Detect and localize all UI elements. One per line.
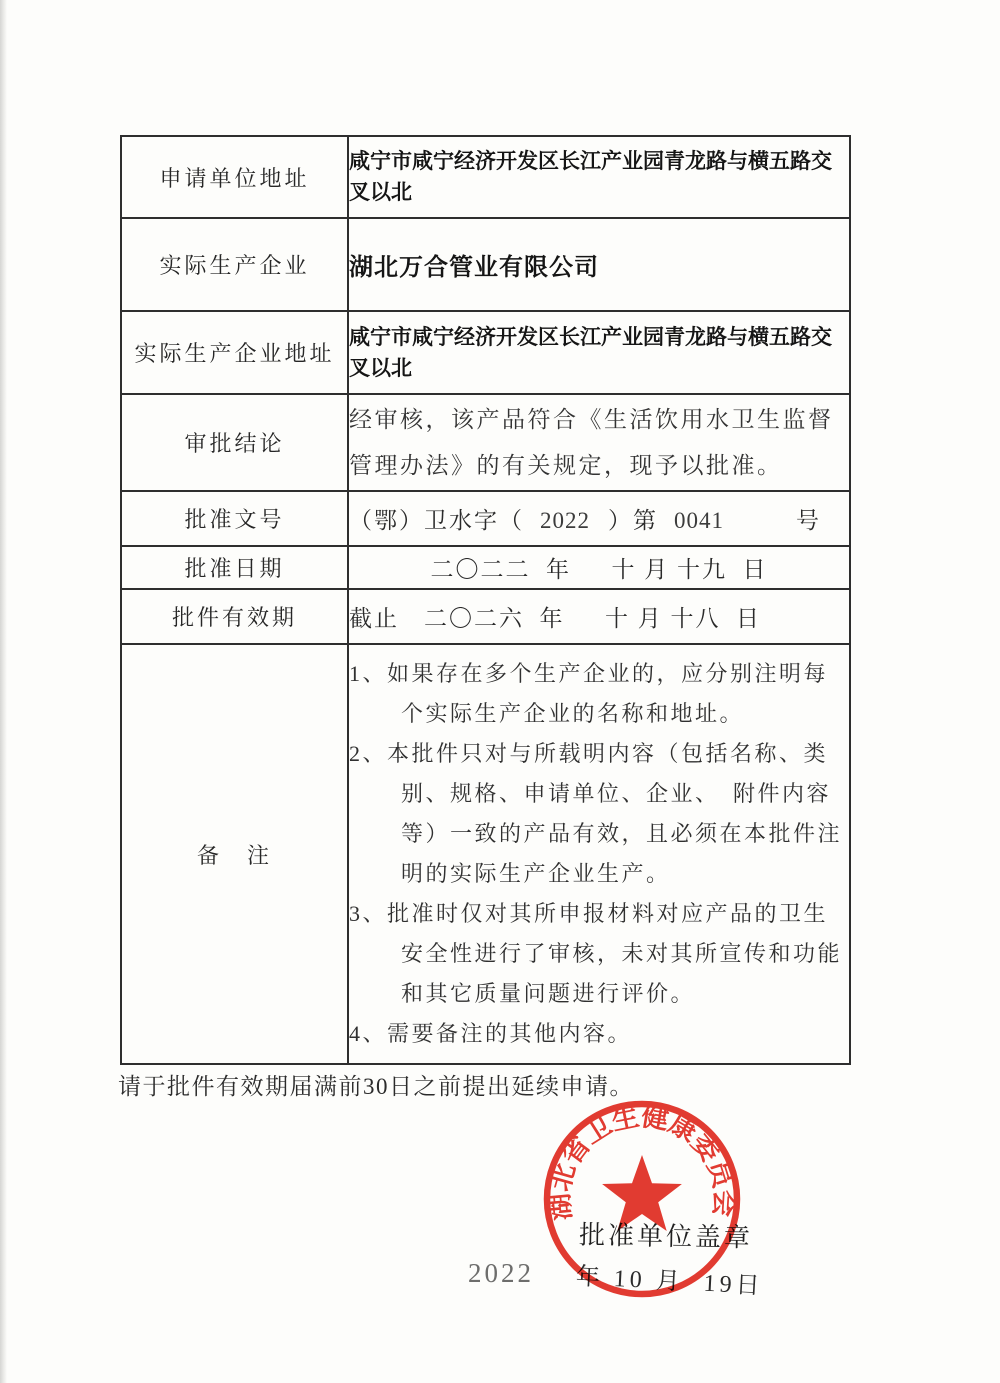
manufacturer-address-value: 咸宁市咸宁经济开发区长江产业园青龙路与横五路交叉以北 bbox=[348, 311, 850, 394]
table-row-applicant-address bbox=[121, 136, 850, 218]
approval-number-serial: 0041 bbox=[674, 508, 724, 533]
conclusion-value: 经审核，该产品符合《生活饮用水卫生监督管理办法》的有关规定，现予以批准。 bbox=[348, 394, 850, 491]
approval-number-value bbox=[348, 491, 850, 546]
stamp-year: 2022 bbox=[468, 1258, 534, 1288]
approval-number-suffix: 号 bbox=[796, 508, 821, 533]
approval-date-value: 二〇二二 年 十 月 十九 日 bbox=[348, 546, 850, 589]
table-row-approval-number bbox=[121, 491, 850, 546]
approval-table bbox=[120, 135, 851, 1065]
approval-number-year: 2022 bbox=[540, 508, 590, 533]
approval-number-mid: ）第 bbox=[608, 508, 658, 533]
table-row-manufacturer-address bbox=[121, 311, 850, 394]
table-row-approval-date bbox=[121, 546, 850, 589]
approval-number-prefix: （鄂）卫水字（ bbox=[349, 508, 524, 533]
seal-arc-text: 湖北省卫生健康委员会 bbox=[544, 1100, 740, 1222]
remark-item: 1、如果存在多个生产企业的，应分别注明每个实际生产企业的名称和地址。 bbox=[349, 661, 829, 726]
stamp-date: 年 10 月 19日 bbox=[575, 1264, 765, 1300]
remark-item: 3、批准时仅对其所申报材料对应产品的卫生安全性进行了审核，未对其所宣传和功能和其它质量问题进行评价。 bbox=[349, 901, 843, 1006]
table-row-remarks bbox=[121, 644, 850, 1064]
table-row-conclusion bbox=[121, 394, 850, 491]
stamp-caption: 批准单位盖章 bbox=[578, 1220, 754, 1253]
conclusion-label: 审批结论 bbox=[121, 394, 348, 491]
remark-item: 4、需要备注的其他内容。 bbox=[349, 1021, 633, 1046]
applicant-address-value: 咸宁市咸宁经济开发区长江产业园青龙路与横五路交叉以北 bbox=[348, 136, 850, 218]
remarks-label: 备 注 bbox=[121, 644, 348, 1064]
approval-date-label: 批准日期 bbox=[121, 546, 348, 589]
validity-label: 批件有效期 bbox=[121, 589, 348, 644]
approval-number-label: 批准文号 bbox=[121, 491, 348, 546]
table-row-validity bbox=[121, 589, 850, 644]
table-row-manufacturer bbox=[121, 218, 850, 311]
validity-value: 截止 二〇二六 年 十 月 十八 日 bbox=[348, 589, 850, 644]
remark-item: 2、本批件只对与所载明内容（包括名称、类别、规格、申请单位、企业、 附件内容等）一致的产品有效，且必须在本批件注明的实际生产企业生产。 bbox=[349, 741, 843, 886]
remarks-value bbox=[348, 644, 850, 1064]
renewal-note: 请于批件有效期届满前30日之前提出延续申请。 bbox=[118, 1074, 634, 1099]
applicant-address-label: 申请单位地址 bbox=[121, 136, 348, 218]
manufacturer-value: 湖北万合管业有限公司 bbox=[348, 218, 850, 311]
manufacturer-address-label: 实际生产企业地址 bbox=[121, 311, 348, 394]
manufacturer-label: 实际生产企业 bbox=[121, 218, 348, 311]
